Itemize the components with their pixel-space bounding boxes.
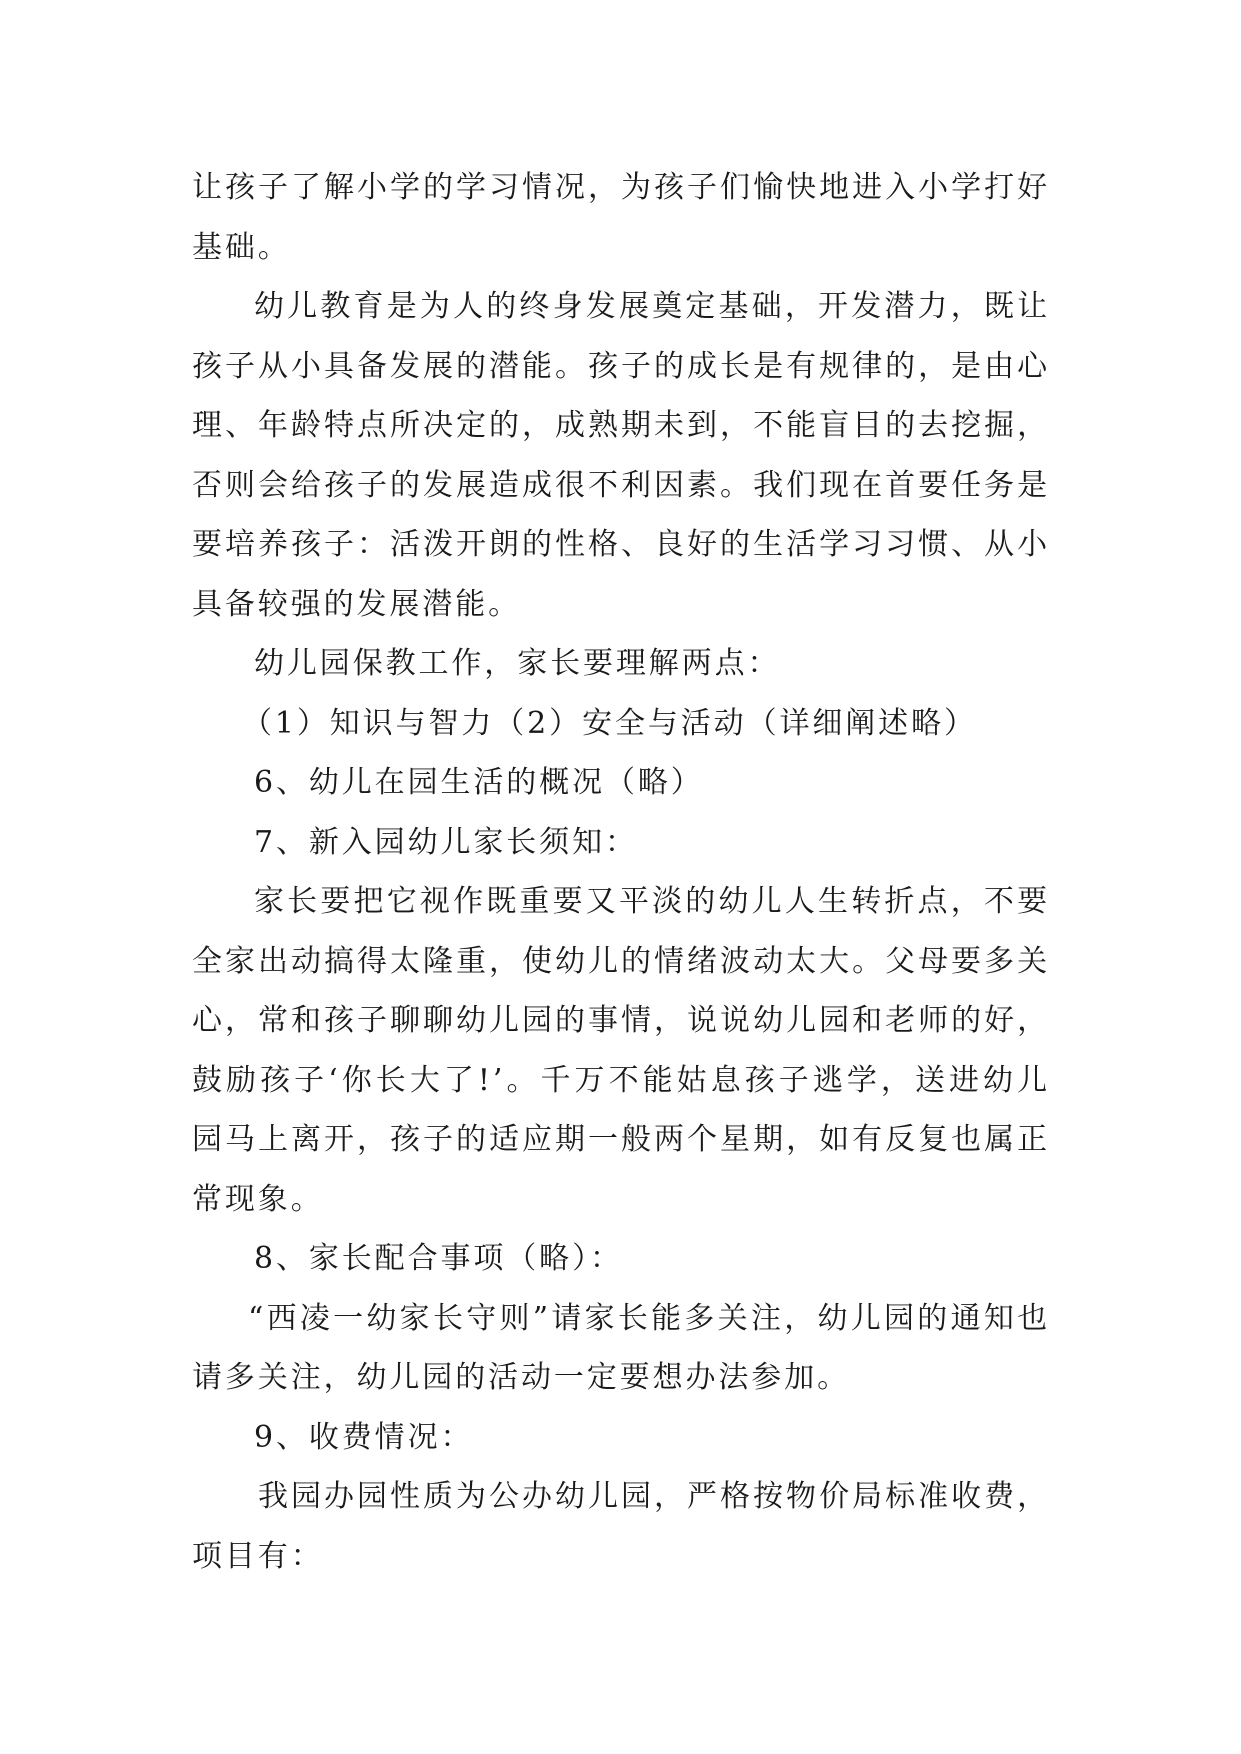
paragraph-care-education-points: 幼儿园保教工作，家长要理解两点： <box>254 646 781 681</box>
paragraph-fees: 我园办园性质为公办幼儿园，严格按物价局标准收费，项目有： <box>192 1479 1050 1574</box>
paragraph-early-education: 幼儿教育是为人的终身发展奠定基础，开发潜力，既让孩子从小具备发展的潜能。孩子的成长是有规律的，是由心理、年龄特点所决定的，成熟期未到，不能盲目的去挖掘，否则会给孩子的发展造成很不利因素。我们现在首要任务是要培养孩子：活泼开朗的性格、良好的生活学习习惯、从小具备较强的发展潜能。 <box>192 289 1050 622</box>
heading-item-6: 6、幼儿在园生活的概况（略） <box>254 765 704 800</box>
paragraph-new-parent-notice: 家长要把它视作既重要又平淡的幼儿人生转折点，不要全家出动搞得太隆重，使幼儿的情绪波动太大。父母要多关心，常和孩子聊聊幼儿园的事情，说说幼儿园和老师的好，鼓励孩子‘你长大了!’。千万不能姑息孩子逃学，送进幼儿园马上离开，孩子的适应期一般两个星期，如有反复也属正常现象。 <box>192 884 1050 1217</box>
heading-item-9: 9、收费情况： <box>254 1419 474 1455</box>
paragraph-parent-rules: “西凌一幼家长守则”请家长能多关注，幼儿园的通知也请多关注，幼儿园的活动一定要想办法参加。 <box>192 1300 1050 1395</box>
document-body <box>192 158 1050 1586</box>
paragraph-intro-continuation: 让孩子了解小学的学习情况，为孩子们愉快地进入小学打好基础。 <box>192 170 1050 265</box>
heading-item-8: 8、家长配合事项（略）： <box>254 1241 623 1276</box>
paragraph-knowledge-safety: （1）知识与智力（2）安全与活动（详细阐述略） <box>242 705 977 741</box>
heading-item-7: 7、新入园幼儿家长须知： <box>254 824 638 860</box>
